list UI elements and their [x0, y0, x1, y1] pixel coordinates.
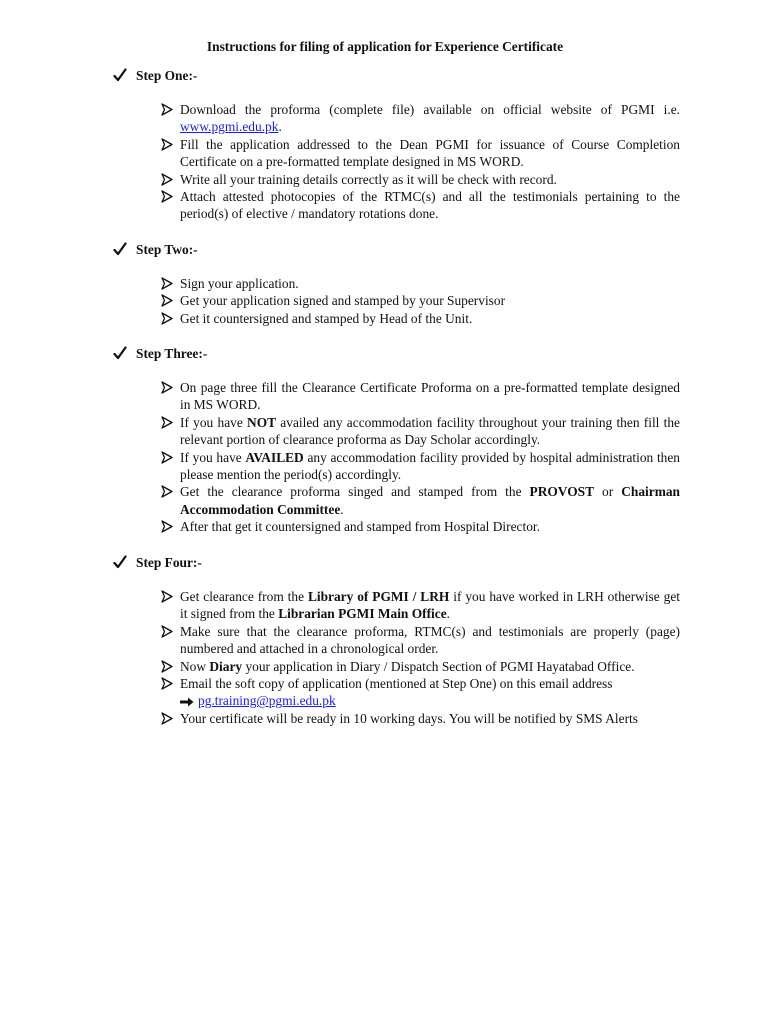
list-item [160, 379, 680, 414]
item-text: On page three fill the Clearance Certificate Proforma on a pre-formatted template designed in MS WORD. [180, 380, 680, 413]
step-three-heading [0, 346, 770, 364]
arrow-bullet-icon [160, 310, 174, 326]
arrow-bullet-icon [160, 588, 174, 604]
item-text: If you have [180, 449, 246, 465]
emphasis-text: NOT [247, 414, 277, 430]
item-text: Now [180, 658, 210, 674]
list-item [160, 171, 680, 188]
arrow-bullet-icon [160, 292, 174, 308]
list-item [160, 588, 680, 623]
item-text: Write all your training details correctly as it will be check with record. [180, 171, 557, 187]
step-one-list [160, 101, 680, 223]
item-text: Email the soft copy of application (mentioned at Step One) on this email address [180, 676, 613, 692]
item-text: Get your application signed and stamped by your Supervisor [180, 293, 506, 309]
item-text: Get it countersigned and stamped by Head of the Unit. [180, 310, 473, 326]
arrow-bullet-icon [160, 275, 174, 291]
arrow-bullet-icon [160, 710, 174, 726]
arrow-bullet-icon [160, 675, 174, 691]
list-item [160, 710, 680, 727]
item-text: . [446, 606, 451, 622]
step-label: Step One:- [136, 68, 198, 83]
arrow-bullet-icon [160, 414, 174, 430]
step-label: Step Three:- [136, 346, 208, 361]
arrow-bullet-icon [160, 101, 174, 117]
check-icon [113, 67, 127, 83]
item-text: any accommodation facility provided by hospital administration then please mention the period(s) accordingly. [180, 449, 680, 483]
arrow-bullet-icon [160, 623, 174, 639]
emphasis-text: PROVOST [529, 484, 595, 500]
step-four-list [160, 588, 680, 727]
list-item [160, 188, 680, 223]
list-item [160, 675, 680, 710]
check-icon [113, 554, 127, 570]
list-item [160, 310, 680, 327]
item-text: Get the clearance proforma singed and stamped from the [180, 484, 530, 500]
step-one-heading [0, 68, 770, 86]
page-title: Instructions for filing of application for Experience Certificate [206, 39, 564, 54]
list-item [160, 414, 680, 449]
check-icon [113, 241, 127, 257]
list-item [160, 101, 680, 136]
list-item [160, 483, 680, 518]
item-text: After that get it countersigned and stamped from Hospital Director. [180, 519, 540, 535]
item-text: your application in Diary / Dispatch Section of PGMI Hayatabad Office. [242, 658, 635, 674]
item-text: Get clearance from the [180, 589, 308, 604]
emphasis-text: Library of PGMI / LRH [307, 589, 450, 604]
emphasis-text: Diary [209, 658, 243, 674]
item-text: Make sure that the clearance proforma, RTMC(s) and testimonials are properly (page) numbered and attached in a chronological order. [180, 623, 680, 657]
item-text: availed any accommodation facility throughout your training then fill the relevant portion of clearance proforma as Day Scholar accordingly. [180, 414, 680, 448]
step-two-heading [0, 242, 770, 260]
arrow-bullet-icon [160, 136, 174, 152]
item-text: Your certificate will be ready in 10 working days. You will be notified by SMS Alerts [180, 710, 638, 726]
step-label: Step Two:- [136, 242, 198, 257]
list-item [160, 623, 680, 658]
arrow-bullet-icon [160, 483, 174, 499]
check-icon [113, 345, 127, 361]
emphasis-text: Chairman Accommodation Committee [180, 484, 680, 517]
arrow-bullet-icon [160, 518, 174, 534]
website-link[interactable]: www.pgmi.edu.pk [180, 119, 279, 135]
item-text: if you have worked in LRH otherwise get it signed from the [180, 589, 680, 622]
item-text: If you have [180, 414, 248, 430]
item-text: Attach attested photocopies of the RTMC(s) and all the testimonials pertaining to the period(s) of elective / mandatory rotations done. [180, 189, 680, 222]
list-item [160, 658, 680, 675]
item-text: or [594, 484, 622, 500]
item-text: Sign your application. [180, 276, 299, 291]
step-four-heading [0, 555, 770, 573]
item-text: . [278, 119, 282, 135]
step-three-list [160, 379, 680, 536]
step-two-list [160, 275, 680, 327]
right-arrow-icon [180, 697, 194, 707]
emphasis-text: AVAILED [245, 449, 304, 465]
step-label: Step Four:- [136, 555, 202, 570]
emphasis-text: Librarian PGMI Main Office [278, 606, 447, 622]
arrow-bullet-icon [160, 658, 174, 674]
item-text: Download the proforma (complete file) available on official website of PGMI i.e. [180, 102, 680, 117]
list-item [160, 136, 680, 171]
arrow-bullet-icon [160, 188, 174, 204]
arrow-bullet-icon [160, 449, 174, 465]
arrow-bullet-icon [160, 379, 174, 395]
email-link[interactable]: pg.training@pgmi.edu.pk [198, 693, 336, 709]
list-item [160, 449, 680, 484]
item-text: Fill the application addressed to the Dean PGMI for issuance of Course Completion Certificate on a pre-formatted template designed in MS WORD. [180, 136, 680, 170]
list-item [160, 518, 680, 535]
arrow-bullet-icon [160, 171, 174, 187]
list-item [160, 292, 680, 309]
list-item [160, 275, 680, 292]
item-text: . [340, 501, 344, 517]
